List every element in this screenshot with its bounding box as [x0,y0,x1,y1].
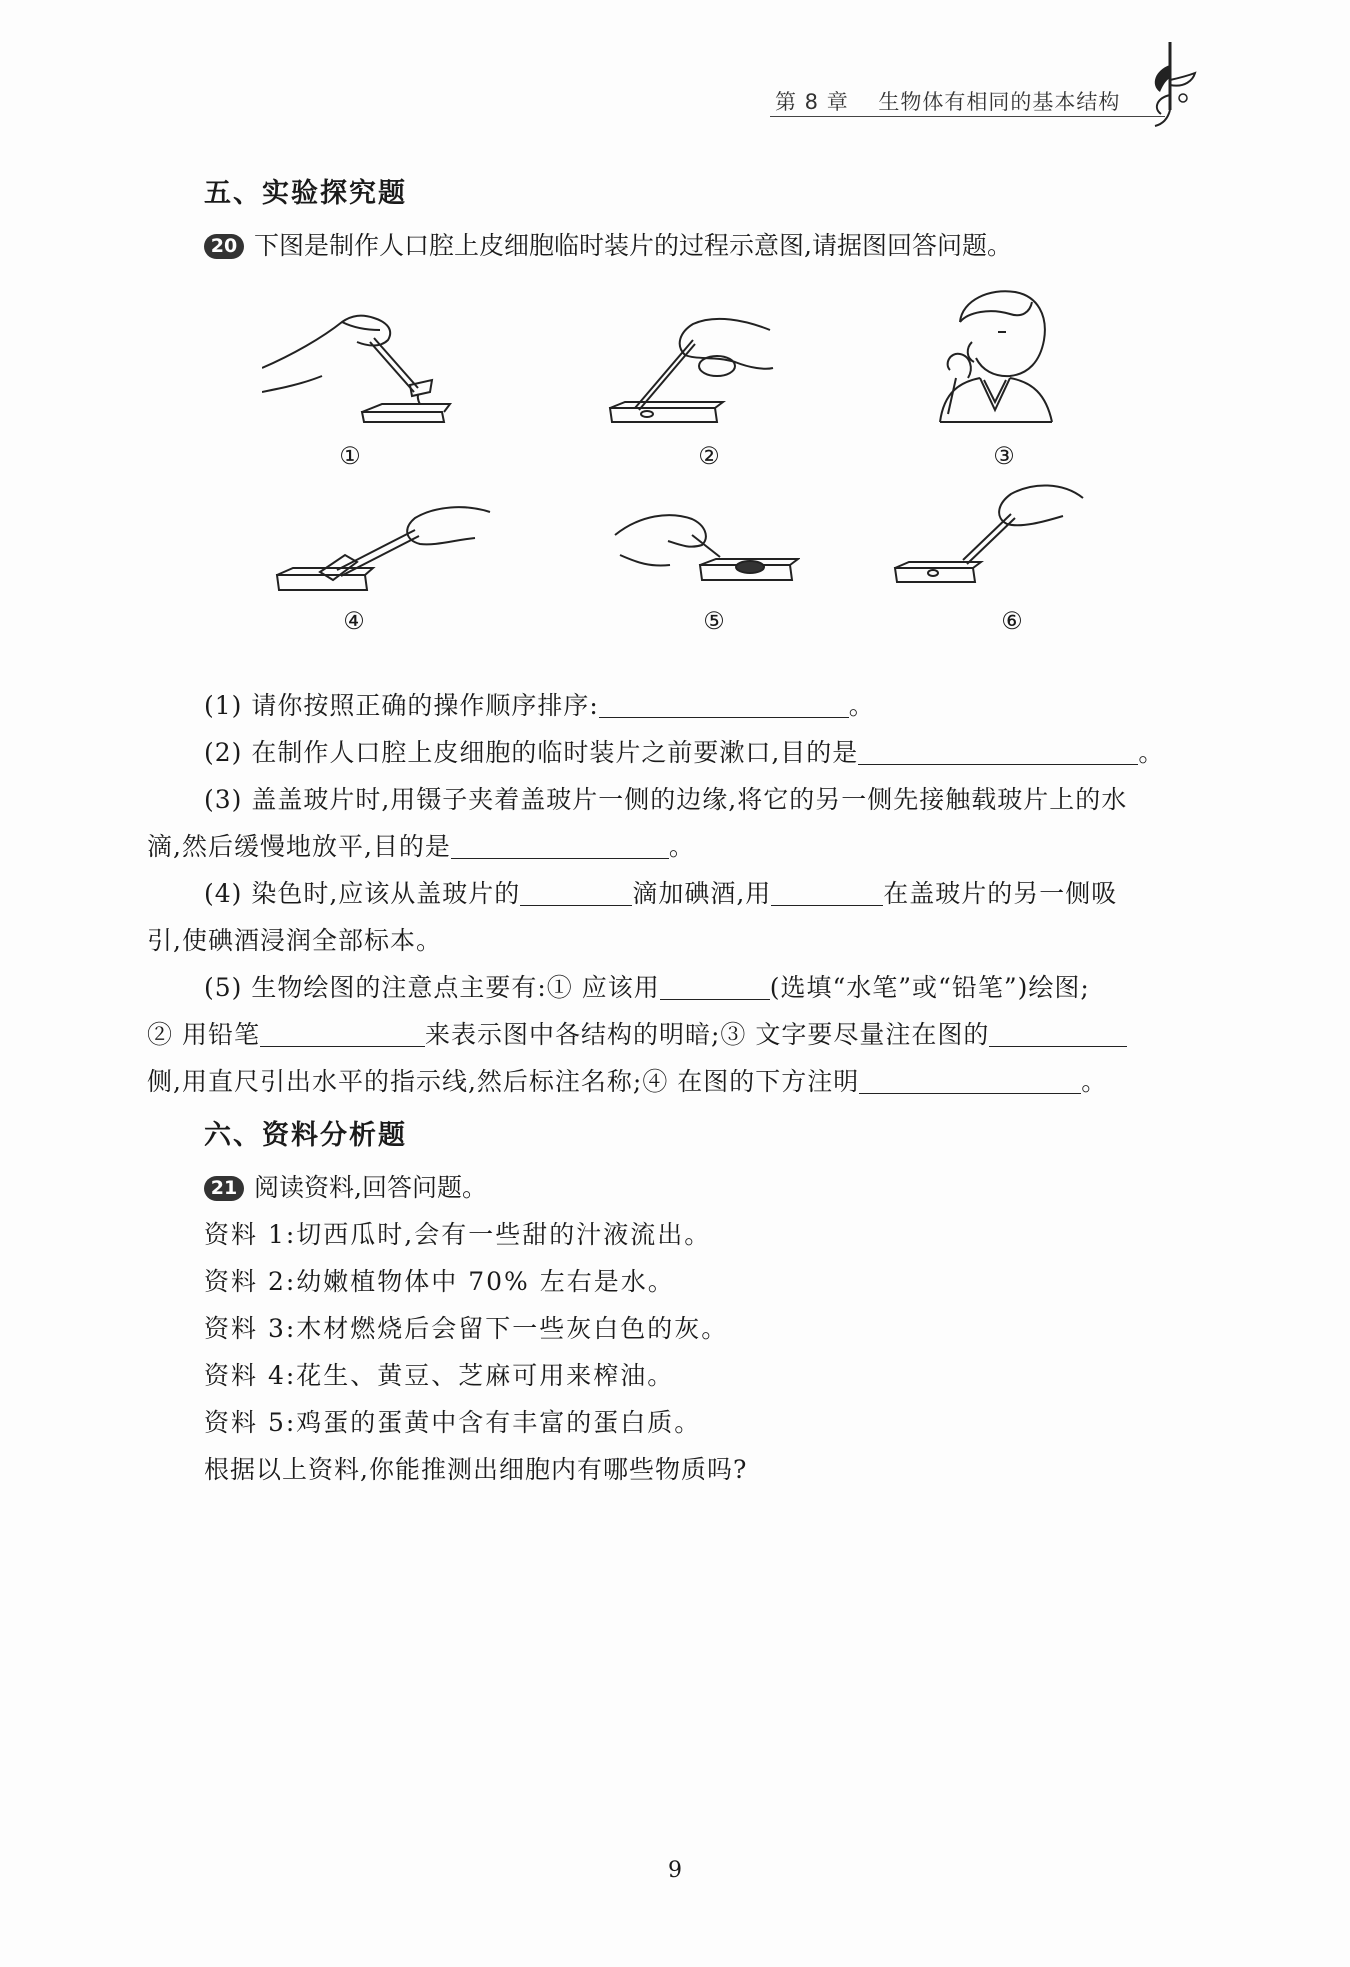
answer-blank[interactable] [660,973,770,1000]
figure-label-5: ⑤ [703,607,725,635]
figure-scrape-cheek [605,310,775,430]
sub-question-4-line2: 引,使碘酒浸润全部标本。 [147,926,442,955]
figure-label-1: ① [339,442,361,470]
page-header [775,86,1120,116]
answer-blank[interactable] [989,1020,1127,1047]
header-rule [770,116,1165,117]
figure-label-2: ② [698,442,720,470]
figure-label-3: ③ [993,442,1015,470]
chapter-title: 生物体有相同的基本结构 [878,90,1121,114]
section-title-data-analysis: 六、资料分析题 [204,1120,407,1151]
material-4: 资料 4:花生、黄豆、芝麻可用来榨油。 [204,1361,675,1390]
page-number: 9 [668,1858,682,1883]
ornament-icon [1135,40,1205,130]
figure-label-6: ⑥ [1001,607,1023,635]
answer-blank[interactable] [520,879,632,906]
sub-question-1: (1) 请你按照正确的操作顺序排序: 。 [204,691,875,720]
question-21-ask: 根据以上资料,你能推测出细胞内有哪些物质吗? [204,1455,748,1484]
section-title-experiment: 五、实验探究题 [204,178,407,209]
figure-stain-iodine [610,505,800,600]
figure-cover-slip [275,500,495,600]
question-21-prompt: 21 阅读资料,回答问题。 [204,1168,487,1204]
answer-blank[interactable] [599,691,849,718]
sub-question-3-line1: (3) 盖盖玻片时,用镊子夹着盖玻片一侧的边缘,将它的另一侧先接触载玻片上的水 [204,785,1128,814]
answer-blank[interactable] [858,738,1138,765]
material-5: 资料 5:鸡蛋的蛋黄中含有丰富的蛋白质。 [204,1408,702,1437]
figure-boy-rinsing [920,282,1070,432]
material-1: 资料 1:切西瓜时,会有一些甜的汁液流出。 [204,1220,712,1249]
answer-blank[interactable] [859,1067,1081,1094]
material-2: 资料 2:幼嫩植物体中 70% 左右是水。 [204,1267,675,1296]
sub-question-3-line2: 滴,然后缓慢地放平,目的是 。 [147,832,695,861]
question-20-prompt: 20 下图是制作人口腔上皮细胞临时装片的过程示意图,请据图回答问题。 [204,226,1012,262]
answer-blank[interactable] [451,832,669,859]
figure-drop-water [262,300,452,430]
figure-place-cells [893,478,1088,598]
figure-label-4: ④ [343,607,365,635]
chapter-number: 第 8 章 [775,90,849,114]
question-number-badge: 21 [204,1176,244,1201]
sub-question-5-line3: 侧,用直尺引出水平的指示线,然后标注名称;④ 在图的下方注明 。 [147,1067,1108,1096]
answer-blank[interactable] [771,879,883,906]
sub-question-5-line2: ② 用铅笔 来表示图中各结构的明暗;③ 文字要尽量注在图的 [147,1015,1127,1051]
sub-question-2: (2) 在制作人口腔上皮细胞的临时装片之前要漱口,目的是 。 [204,738,1165,767]
sub-question-4-line1: (4) 染色时,应该从盖玻片的 滴加碘酒,用 在盖玻片的另一侧吸 [204,879,1118,908]
sub-question-5-line1: (5) 生物绘图的注意点主要有:① 应该用 (选填“水笔”或“铅笔”)绘图; [204,973,1090,1002]
answer-blank[interactable] [260,1020,425,1047]
material-3: 资料 3:木材燃烧后会留下一些灰白色的灰。 [204,1314,729,1343]
question-number-badge: 20 [204,234,244,259]
